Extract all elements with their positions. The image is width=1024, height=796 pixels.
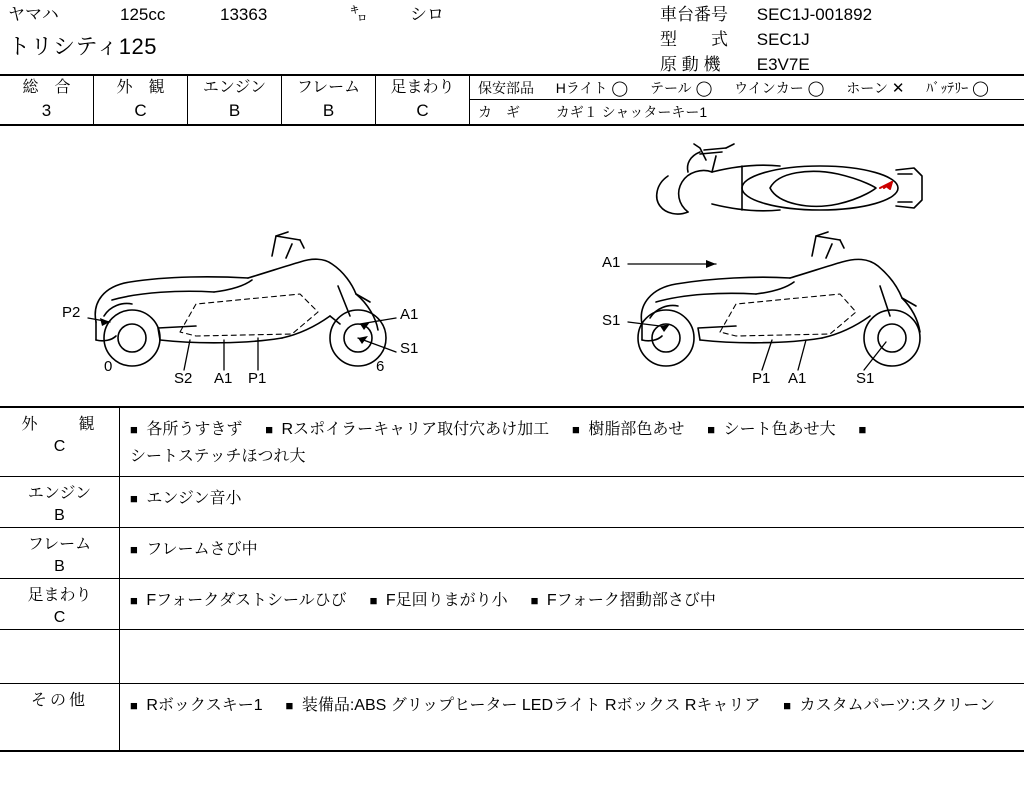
condition-table [0,408,1024,752]
grade-row [0,76,1024,126]
chassis-value: SEC1J-001892 [756,5,873,24]
diagram-label-p1-right: P1 [752,370,771,387]
condition-row-spacer [0,630,1024,684]
diagram-label-six: 6 [376,358,385,375]
header-vehicle-line [8,0,648,28]
grade-engine-label: エンジン [202,79,267,96]
condition-item: シートステッチほつれ大 [130,448,306,465]
bullet-icon: ■ [369,593,378,608]
model-name: トリシティ125 [8,34,157,59]
condition-grade-engine: B [54,507,65,524]
header-left [8,0,648,61]
condition-body-suspension [120,579,1024,629]
diagram-label-p1-left: P1 [248,370,267,387]
displacement: 125cc [120,5,166,24]
maker-name: ヤマハ [8,5,59,24]
condition-label-exterior: 外 観 [21,416,98,433]
condition-item: Fフォーク摺動部さび中 [546,592,716,609]
leader-arrowheads [100,260,716,344]
header-right [660,2,872,77]
condition-head-frame [0,528,120,578]
condition-item: 樹脂部色あせ [588,421,685,438]
diagram-label-p2: P2 [62,304,81,321]
condition-item: フレームさび中 [146,541,258,558]
grade-frame-value: B [322,101,335,120]
grade-engine [188,76,282,124]
safety-item-tail-mark: ◯ [695,80,713,97]
condition-body-other [120,684,1024,750]
engine-row [660,52,872,77]
condition-row-other [0,684,1024,750]
bullet-icon: ■ [858,422,867,437]
bullet-icon: ■ [572,422,580,437]
type-value: SEC1J [756,30,810,49]
safety-item-battery-mark: ◯ [972,80,989,97]
key-value: カギ１ シャッターキー1 [555,104,708,120]
condition-row-exterior [0,408,1024,477]
chassis-label: 車台番号 [660,5,728,24]
condition-item: 各所うすきず [146,421,243,438]
condition-label-suspension: 足まわり [27,587,92,604]
top-view-damage-mark [880,182,892,189]
diagram-label-s1-left: S1 [400,340,419,357]
leader-lines [88,264,886,370]
top-view [657,144,922,214]
condition-item: 装備品:ABS グリップヒーター LEDライト Rボックス Rキャリア [301,697,761,714]
safety-item-headlight-mark: ◯ [611,80,629,97]
grade-suspension-label: 足まわり [390,79,455,96]
condition-item: Fフォークダストシールひび [146,592,347,609]
diagram-label-a1-left: A1 [400,306,419,323]
type-row [660,27,872,52]
key-label: カ ギ [478,104,520,120]
side-view-left [95,232,386,366]
mileage-value: 13363 [220,5,268,24]
condition-body-exterior [120,408,1024,476]
condition-item: Rスポイラーキャリア取付穴あけ加工 [281,421,550,438]
mileage-unit: ㌔ [350,5,367,24]
grade-suspension-value: C [416,101,429,120]
bottom-blank-area [0,752,1024,796]
grade-frame-label: フレーム [296,79,361,96]
diagram-label-s1-right-bottom: S1 [856,370,875,387]
safety-item-tail-label: テール [649,80,692,96]
bullet-icon: ■ [707,422,716,437]
condition-head-spacer [0,630,120,683]
diagram-label-a1-bottom-left: A1 [214,370,233,387]
safety-item-horn-mark: ✕ [891,80,905,97]
condition-body-engine [120,477,1024,527]
bullet-icon: ■ [265,422,274,437]
bullet-icon: ■ [130,593,138,608]
safety-item-battery-label: ﾊﾞｯﾃﾘｰ [926,80,969,96]
key-line [470,100,1024,125]
condition-head-engine [0,477,120,527]
safety-parts-line [470,76,1024,100]
condition-head-exterior [0,408,120,476]
diagram-label-a1-right-top: A1 [602,254,621,271]
diagram-label-s1-right-top: S1 [602,312,621,329]
side-view-right [638,232,920,366]
damage-diagram [0,126,1024,408]
engine-value: E3V7E [756,55,810,74]
condition-body-frame [120,528,1024,578]
condition-grade-exterior: C [53,438,66,455]
diagram-label-a1-right-bottom: A1 [788,370,807,387]
condition-item: カスタムパーツ:スクリーン [799,697,996,714]
engine-label: 原 動 機 [660,55,721,74]
condition-row-engine [0,477,1024,528]
diagram-label-zero: 0 [104,358,113,375]
grade-exterior-value: C [134,101,147,120]
grade-total-value: 3 [41,101,52,120]
bullet-icon: ■ [530,593,539,608]
condition-body-spacer [120,630,1024,683]
condition-grade-frame: B [54,558,65,575]
condition-label-frame: フレーム [27,536,92,553]
grade-frame [282,76,376,124]
grade-engine-value: B [228,101,241,120]
safety-parts-title: 保安部品 [478,80,534,96]
condition-item: F足回りまがり小 [385,592,508,609]
safety-item-horn-label: ホーン [846,80,888,96]
diagram-label-s2: S2 [174,370,193,387]
bullet-icon: ■ [783,698,792,713]
condition-label-other: その他 [30,692,88,709]
bullet-icon: ■ [130,542,138,557]
grade-exterior-label: 外 観 [116,79,165,96]
safety-item-winker-mark: ◯ [807,80,825,97]
safety-parts-cell [470,76,1024,124]
safety-item-headlight-label: Hライト [555,80,608,96]
bullet-icon: ■ [130,491,138,506]
condition-grade-suspension: C [53,609,66,626]
condition-item: Rボックスキー1 [146,697,263,714]
type-label: 型 式 [660,30,728,49]
grade-total-label: 総 合 [22,79,71,96]
grade-exterior [94,76,188,124]
bullet-icon: ■ [130,698,138,713]
condition-item: エンジン音小 [146,490,242,507]
condition-label-engine: エンジン [27,485,92,502]
header [0,0,1024,76]
diagram-svg [0,126,1024,406]
bullet-icon: ■ [285,698,294,713]
condition-row-frame [0,528,1024,579]
condition-row-suspension [0,579,1024,630]
safety-item-winker-label: ウインカー [734,80,804,96]
grade-suspension [376,76,470,124]
condition-item: シート色あせ大 [723,421,836,438]
condition-head-suspension [0,579,120,629]
chassis-row [660,2,872,27]
bullet-icon: ■ [130,422,138,437]
condition-head-other [0,684,120,750]
grade-total [0,76,94,124]
mileage-note: シロ [410,5,444,24]
